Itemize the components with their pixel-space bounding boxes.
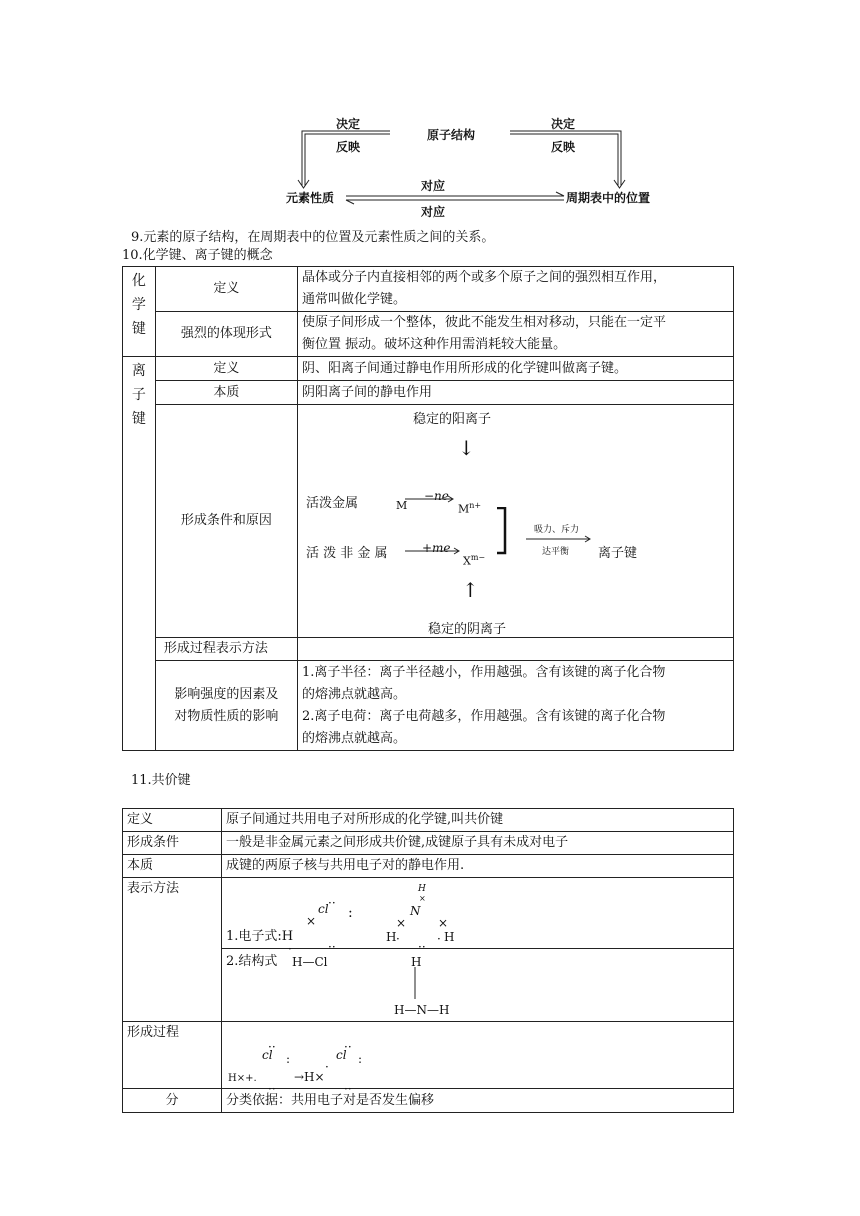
hcl-h-dot: · xyxy=(288,942,292,956)
stable-anion: 稳定的阴离子 xyxy=(427,622,506,637)
ionic-bond-vertical-label: 离子键 xyxy=(123,357,156,751)
structural-label: 2.结构式 xyxy=(226,954,278,969)
paragraph-11: 11.共价键 xyxy=(131,773,191,788)
node-element-properties: 元素性质 xyxy=(286,191,335,205)
process-cl2-bottom-dots: ·· xyxy=(344,1082,352,1096)
cl-symbol: cl xyxy=(318,902,329,916)
covalent-bond-table xyxy=(122,808,734,1113)
nh3-left-cross: × xyxy=(396,916,407,930)
process-empty xyxy=(297,638,733,661)
nh3-bottom-dots: ·· xyxy=(418,940,426,954)
cov-def-label: 定义 xyxy=(123,809,222,832)
h-cl-structure: H—Cl xyxy=(292,955,328,969)
cov-process-cell xyxy=(222,1022,734,1096)
label-correspond-top: 对应 xyxy=(421,179,446,193)
paragraph-9: 9.元素的原子结构，在周期表中的位置及元素性质之间的关系。 xyxy=(131,230,495,245)
strong-label: 强烈的体现形式 xyxy=(155,312,297,357)
repr-label: 表示方法 xyxy=(123,878,222,1022)
process-arrow: →H× xyxy=(294,1070,325,1084)
nh3-top-cross: × xyxy=(419,894,426,903)
nh3-structure-top-h: H xyxy=(411,955,422,969)
nh3-left-dot: · xyxy=(396,932,400,946)
nh3-right-dot: · xyxy=(437,932,441,946)
label-decide-right: 决定 xyxy=(551,117,576,131)
cl-top-dots: ·· xyxy=(328,896,336,910)
chem-bond-vertical-label: 化学键 xyxy=(123,267,156,357)
node-atomic-structure: 原子结构 xyxy=(427,128,476,142)
process-cl2-colon: : xyxy=(358,1052,363,1066)
cov-def-text: 原子间通过共用电子对所形成的化学键,叫共价键 xyxy=(222,809,734,832)
bracket xyxy=(496,507,510,555)
cl-bottom-dots: ·· xyxy=(328,940,336,954)
process-cl1: cl xyxy=(262,1048,273,1062)
structural-formula-cell xyxy=(222,949,734,1022)
formation-diagram-cell xyxy=(297,405,733,638)
electron-formula-label: 1.电子式:H xyxy=(226,929,294,944)
classify-label: 分 xyxy=(123,1089,222,1113)
stable-cation: 稳定的阳离子 xyxy=(412,412,491,427)
label-reflect-left: 反映 xyxy=(336,140,361,154)
chemical-bond-table xyxy=(122,266,734,751)
m-ion: $M^{n+}$ xyxy=(457,501,482,516)
process-cl2-top-dots: ·· xyxy=(344,1040,352,1054)
ionic-def-label: 定义 xyxy=(155,357,297,381)
label-correspond-bottom: 对应 xyxy=(421,205,446,219)
cl-right-colon: : xyxy=(348,905,353,921)
cov-cond-text: 一般是非金属元素之间形成共价键,成键原子具有未成对电子 xyxy=(222,832,734,855)
process-cl1-top-dots: ·· xyxy=(268,1040,276,1054)
h-n-h-structure: H—N—H xyxy=(394,1003,450,1017)
active-nonmetal: 活 泼 非 金 属 xyxy=(305,546,388,561)
nh3-right-cross: × xyxy=(438,916,449,930)
process-cl2: cl xyxy=(336,1048,347,1062)
node-periodic-position: 周期表中的位置 xyxy=(566,191,651,205)
nh3-right-h: H xyxy=(444,930,455,944)
nh3-left-h: H xyxy=(386,930,397,944)
ionic-bond-result: 离子键 xyxy=(597,546,637,561)
label-decide-left: 决定 xyxy=(336,117,361,131)
n-symbol: N xyxy=(410,904,421,918)
influence-text: 1.离子半径：离子半径越小，作用越强。含有该键的离子化合物 的熔沸点就越高。 2.离子电荷：离子电荷越多，作用越强。含有该键的离子化合物 的熔沸点就越高。 xyxy=(297,661,733,751)
nh3-top-h: H xyxy=(418,884,426,894)
paragraph-10: 10.化学键、离子键的概念 xyxy=(122,248,273,263)
label-reflect-right: 反映 xyxy=(551,140,576,154)
down-arrow-icon: ↓ xyxy=(457,436,475,460)
process-cl1-bottom-dots: ·· xyxy=(268,1082,276,1096)
attract-repel-label: 吸力、斥力 xyxy=(533,525,579,535)
cov-nature-text: 成键的两原子核与共用电子对的静电作用. xyxy=(222,855,734,878)
active-metal: 活泼金属 xyxy=(305,496,358,511)
process-shared-dot: · xyxy=(325,1060,329,1074)
process-label: 形成过程表示方法 xyxy=(155,638,297,661)
balance-label: 达平衡 xyxy=(541,547,569,557)
nature-text: 阴阳离子间的静电作用 xyxy=(297,381,733,405)
minus-ne-label: −ne xyxy=(423,489,449,503)
nature-label: 本质 xyxy=(155,381,297,405)
x-ion: $X^{m-}$ xyxy=(462,553,486,568)
formation-label: 形成条件和原因 xyxy=(155,405,297,638)
strong-text: 使原子间形成一个整体，彼此不能发生相对移动，只能在一定平 衡位置 振动。破坏这种作用需消耗较大能量。 xyxy=(297,312,733,357)
up-arrow-icon: ↑ xyxy=(461,578,479,602)
m-atom: M xyxy=(395,499,408,512)
classify-text: 分类依据：共用电子对是否发生偏移 xyxy=(222,1089,734,1113)
def-text: 晶体或分子内直接相邻的两个或多个原子之间的强烈相互作用， 通常叫做化学键。 xyxy=(297,267,733,312)
def-label: 定义 xyxy=(155,267,297,312)
process-h-plus: H×+. xyxy=(228,1073,257,1084)
nh3-vertical-bond xyxy=(413,967,417,999)
electron-formula-cell xyxy=(222,878,734,956)
arrow-me xyxy=(405,547,461,555)
cov-nature-label: 本质 xyxy=(123,855,222,878)
ionic-def-text: 阴、阳离子间通过静电作用所形成的化学键叫做离子键。 xyxy=(297,357,733,381)
influence-label: 影响强度的因素及 对物质性质的影响 xyxy=(155,661,297,751)
cov-cond-label: 形成条件 xyxy=(123,832,222,855)
cov-process-label: 形成过程 xyxy=(123,1022,222,1089)
plus-me-label: +me xyxy=(421,541,451,555)
process-cl1-colon: : xyxy=(286,1052,291,1066)
arrow-ne xyxy=(405,495,455,503)
hcl-cross: × xyxy=(306,914,317,928)
